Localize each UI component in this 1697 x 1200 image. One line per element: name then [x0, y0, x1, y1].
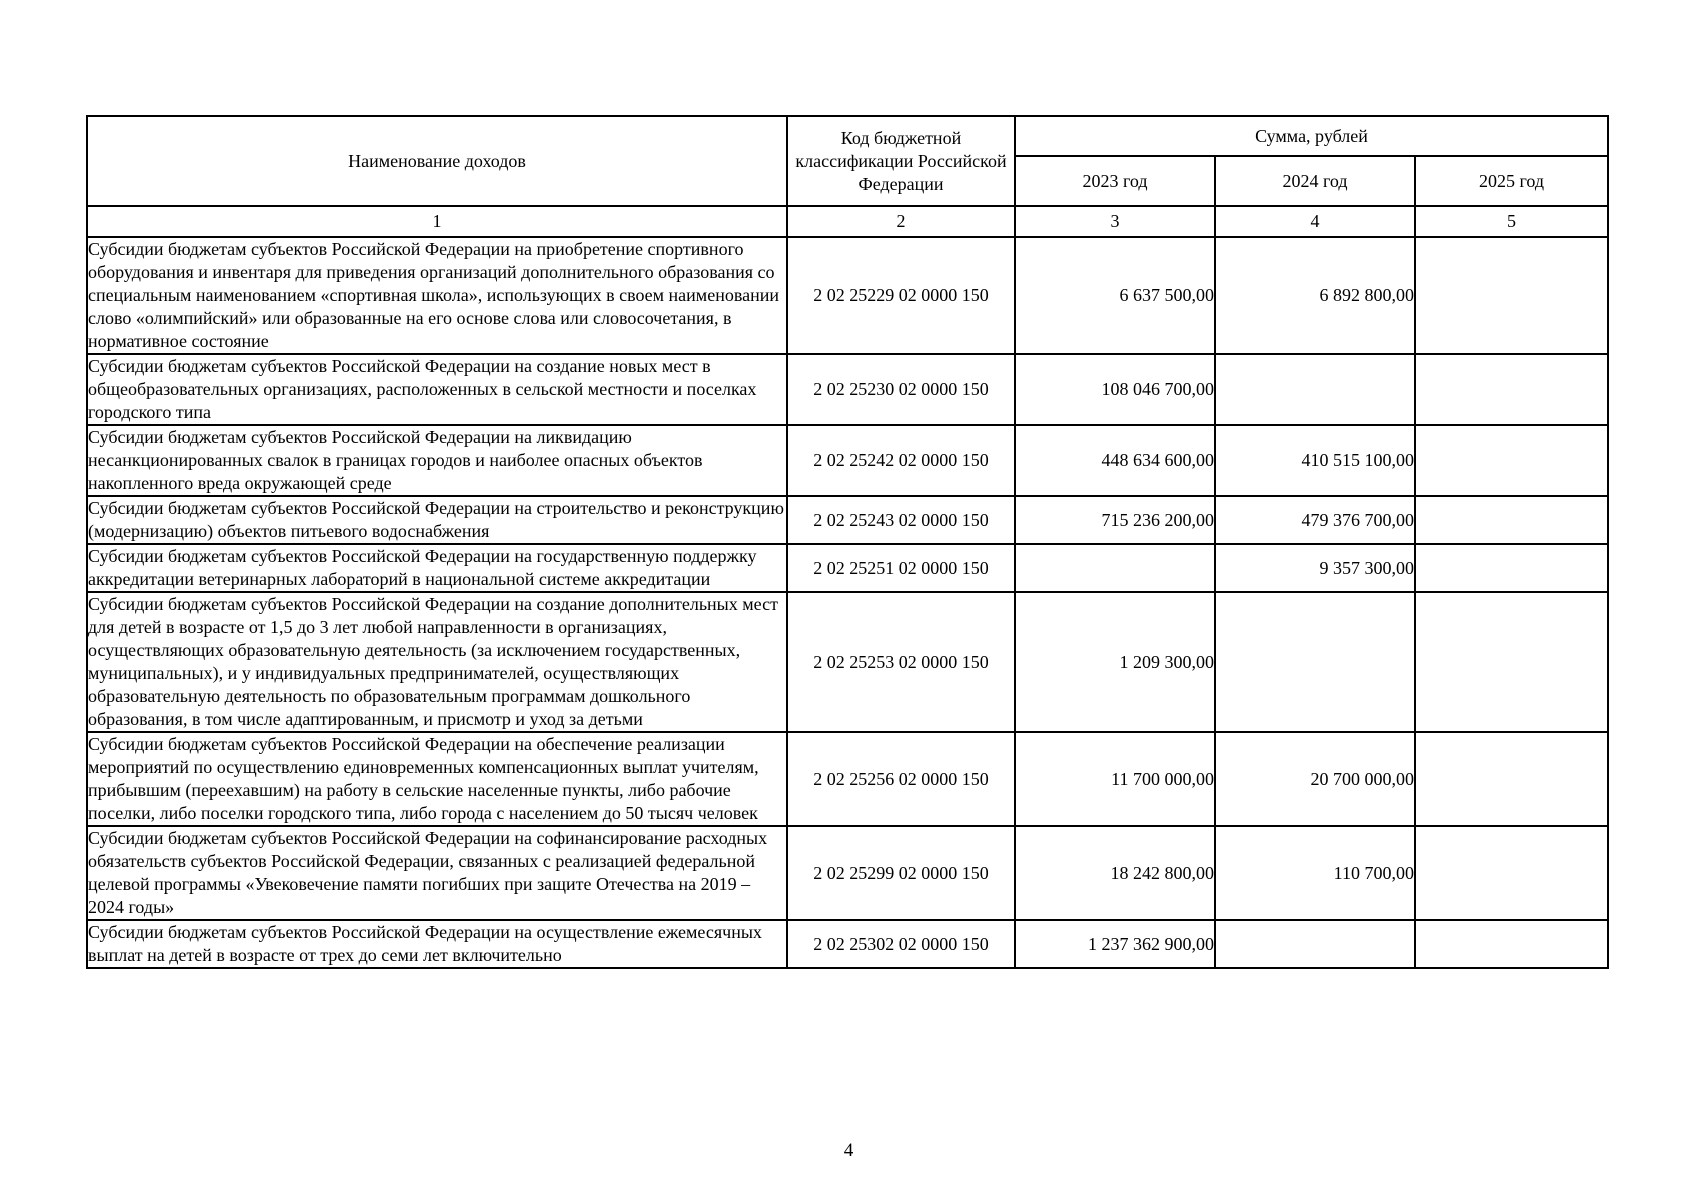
column-number: 2 — [787, 206, 1015, 237]
row-code: 2 02 25302 02 0000 150 — [787, 920, 1015, 968]
row-amount-2023: 18 242 800,00 — [1015, 826, 1215, 920]
row-name: Субсидии бюджетам субъектов Российской Федерации на создание новых мест в общеобразовательных организациях, расположенных в сельской местности и поселках городского типа — [87, 354, 787, 425]
row-amount-2023: 6 637 500,00 — [1015, 237, 1215, 354]
header-year-2024: 2024 год — [1215, 156, 1415, 206]
row-amount-2024 — [1215, 920, 1415, 968]
row-amount-2024: 479 376 700,00 — [1215, 496, 1415, 544]
column-number: 1 — [87, 206, 787, 237]
row-amount-2024: 9 357 300,00 — [1215, 544, 1415, 592]
table-row — [87, 826, 1608, 920]
column-number: 3 — [1015, 206, 1215, 237]
row-name: Субсидии бюджетам субъектов Российской Федерации на строительство и реконструкцию (модернизацию) объектов питьевого водоснабжения — [87, 496, 787, 544]
row-amount-2023: 448 634 600,00 — [1015, 425, 1215, 496]
row-amount-2025 — [1415, 920, 1608, 968]
row-name: Субсидии бюджетам субъектов Российской Федерации на ликвидацию несанкционированных свалок в границах городов и наиболее опасных объектов накопленного вреда окружающей среде — [87, 425, 787, 496]
row-amount-2025 — [1415, 354, 1608, 425]
row-code: 2 02 25230 02 0000 150 — [787, 354, 1015, 425]
row-amount-2025 — [1415, 425, 1608, 496]
row-code: 2 02 25229 02 0000 150 — [787, 237, 1015, 354]
table-row — [87, 544, 1608, 592]
row-amount-2025 — [1415, 592, 1608, 732]
row-amount-2025 — [1415, 826, 1608, 920]
row-code: 2 02 25251 02 0000 150 — [787, 544, 1015, 592]
table-row — [87, 592, 1608, 732]
row-amount-2023 — [1015, 544, 1215, 592]
row-amount-2023: 1 209 300,00 — [1015, 592, 1215, 732]
page-number: 4 — [843, 1140, 854, 1161]
row-code: 2 02 25253 02 0000 150 — [787, 592, 1015, 732]
row-amount-2023: 715 236 200,00 — [1015, 496, 1215, 544]
row-name: Субсидии бюджетам субъектов Российской Федерации на создание дополнительных мест для детей в возрасте от 1,5 до 3 лет любой направленности в организациях, осуществляющих образовательную деятельность (за исключением государственных, муниципальных), и у индивидуальных предпринимателей, осуществляющих образовательную деятельность по образовательным программам дошкольного образования, в том числе адаптированным, и присмотр и уход за детьми — [87, 592, 787, 732]
revenue-table — [86, 115, 1609, 969]
row-name: Субсидии бюджетам субъектов Российской Федерации на обеспечение реализации мероприятий по осуществлению единовременных компенсационных выплат учителям, прибывшим (переехавшим) на работу в сельские населенные пункты, либо рабочие поселки, либо поселки городского типа, либо города с населением до 50 тысяч человек — [87, 732, 787, 826]
row-amount-2023: 11 700 000,00 — [1015, 732, 1215, 826]
header-year-2025: 2025 год — [1415, 156, 1608, 206]
row-code: 2 02 25299 02 0000 150 — [787, 826, 1015, 920]
row-name: Субсидии бюджетам субъектов Российской Федерации на государственную поддержку аккредитации ветеринарных лабораторий в национальной системе аккредитации — [87, 544, 787, 592]
row-name: Субсидии бюджетам субъектов Российской Федерации на приобретение спортивного оборудования и инвентаря для приведения организаций дополнительного образования со специальным наименованием «спортивная школа», использующих в своем наименовании слово «олимпийский» или образованные на его основе слова или словосочетания, в нормативное состояние — [87, 237, 787, 354]
row-amount-2023: 108 046 700,00 — [1015, 354, 1215, 425]
row-code: 2 02 25242 02 0000 150 — [787, 425, 1015, 496]
row-code: 2 02 25256 02 0000 150 — [787, 732, 1015, 826]
row-amount-2025 — [1415, 496, 1608, 544]
row-amount-2024: 6 892 800,00 — [1215, 237, 1415, 354]
row-name: Субсидии бюджетам субъектов Российской Федерации на осуществление ежемесячных выплат на детей в возрасте от трех до семи лет включительно — [87, 920, 787, 968]
row-amount-2024 — [1215, 354, 1415, 425]
row-amount-2025 — [1415, 732, 1608, 826]
table-row — [87, 732, 1608, 826]
column-number: 5 — [1415, 206, 1608, 237]
header-year-2023: 2023 год — [1015, 156, 1215, 206]
column-number: 4 — [1215, 206, 1415, 237]
row-amount-2023: 1 237 362 900,00 — [1015, 920, 1215, 968]
table-row — [87, 237, 1608, 354]
header-sum: Сумма, рублей — [1015, 116, 1608, 156]
table-row — [87, 354, 1608, 425]
row-amount-2024 — [1215, 592, 1415, 732]
table-row — [87, 920, 1608, 968]
column-number-row — [87, 206, 1608, 237]
row-name: Субсидии бюджетам субъектов Российской Федерации на софинансирование расходных обязательств субъектов Российской Федерации, связанных с реализацией федеральной целевой программы «Увековечение памяти погибших при защите Отечества на 2019 – 2024 годы» — [87, 826, 787, 920]
table-row — [87, 496, 1608, 544]
table-row — [87, 425, 1608, 496]
row-amount-2024: 20 700 000,00 — [1215, 732, 1415, 826]
header-code: Код бюджетной классификации Российской Федерации — [787, 116, 1015, 206]
row-amount-2025 — [1415, 237, 1608, 354]
row-amount-2024: 110 700,00 — [1215, 826, 1415, 920]
row-code: 2 02 25243 02 0000 150 — [787, 496, 1015, 544]
header-name: Наименование доходов — [87, 116, 787, 206]
row-amount-2024: 410 515 100,00 — [1215, 425, 1415, 496]
row-amount-2025 — [1415, 544, 1608, 592]
